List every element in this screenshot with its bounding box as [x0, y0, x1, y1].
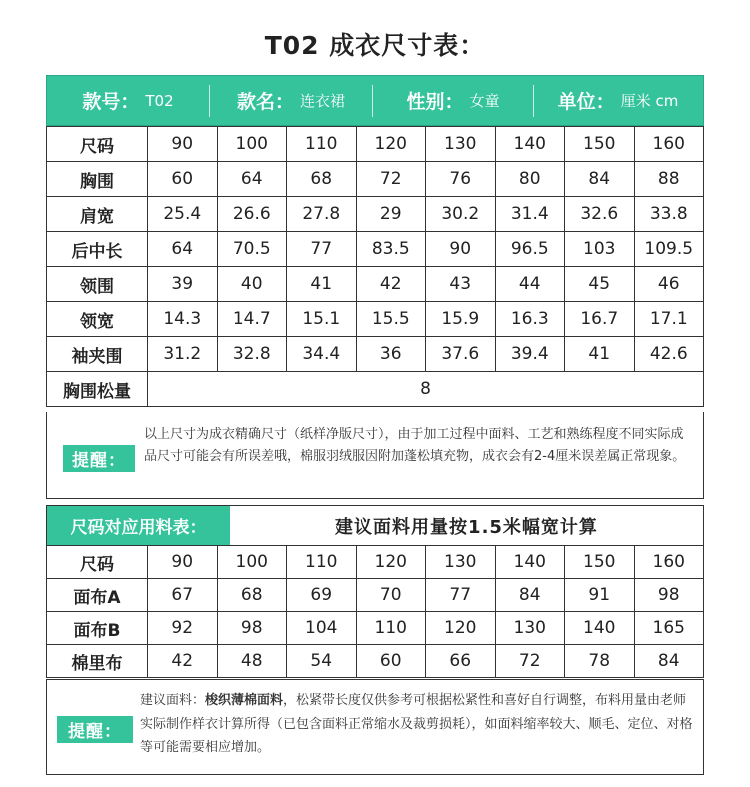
header-value: T02	[145, 91, 174, 110]
table-cell: 96.5	[495, 232, 565, 267]
header-value: 女童	[469, 92, 500, 110]
fabric-section-label: 尺码对应用料表：	[47, 506, 230, 545]
table-cell: 69	[287, 579, 357, 612]
table-row	[47, 337, 704, 372]
ease-value: 8	[148, 372, 704, 407]
fabric-reminder-rest: ，松紧带长度仅供参考可根据松紧性和喜好自行调整，布料用量由老师实际制作样衣计算所得（已包含面料正常缩水及裁剪损耗），如面料缩率较大、顺毛、定位、对格等可能需要相应增加。	[140, 693, 693, 755]
table-cell: 140	[495, 546, 565, 579]
row-label: 面布B	[47, 612, 148, 645]
table-cell: 130	[426, 546, 496, 579]
table-cell: 42.6	[634, 337, 704, 372]
table-cell: 64	[148, 232, 218, 267]
header-key: 款号：	[82, 91, 140, 113]
table-row	[47, 127, 704, 162]
table-cell: 72	[495, 645, 565, 678]
table-cell: 15.9	[426, 302, 496, 337]
table-cell: 110	[287, 546, 357, 579]
product-header-bar	[46, 75, 704, 126]
table-cell: 40	[217, 267, 287, 302]
table-row	[47, 579, 704, 612]
table-cell: 90	[148, 127, 218, 162]
table-cell: 25.4	[148, 197, 218, 232]
table-cell: 15.1	[287, 302, 357, 337]
table-cell: 109.5	[634, 232, 704, 267]
table-row	[47, 302, 704, 337]
table-cell: 76	[426, 162, 496, 197]
table-cell: 78	[565, 645, 635, 678]
table-cell: 92	[148, 612, 218, 645]
table-cell: 30.2	[426, 197, 496, 232]
table-cell: 32.8	[217, 337, 287, 372]
table-cell: 68	[217, 579, 287, 612]
header-style-name	[210, 76, 372, 125]
table-cell: 14.7	[217, 302, 287, 337]
table-cell: 66	[426, 645, 496, 678]
table-row	[47, 546, 704, 579]
table-cell: 41	[565, 337, 635, 372]
table-cell: 140	[495, 127, 565, 162]
table-cell: 88	[634, 162, 704, 197]
table-row	[47, 162, 704, 197]
table-cell: 54	[287, 645, 357, 678]
table-cell: 120	[356, 546, 426, 579]
header-gender	[373, 76, 533, 125]
table-cell: 29	[356, 197, 426, 232]
table-cell: 83.5	[356, 232, 426, 267]
header-key: 款名：	[236, 91, 294, 113]
row-label: 面布A	[47, 579, 148, 612]
table-cell: 91	[565, 579, 635, 612]
table-cell: 43	[426, 267, 496, 302]
row-label: 尺码	[47, 546, 148, 579]
table-cell: 104	[287, 612, 357, 645]
table-cell: 41	[287, 267, 357, 302]
size-table-wrap	[46, 126, 704, 407]
fabric-reminder-emphasis: 梭织薄棉面料	[205, 693, 284, 708]
row-label: 领围	[47, 267, 148, 302]
table-cell: 26.6	[217, 197, 287, 232]
table-cell: 39.4	[495, 337, 565, 372]
table-cell: 84	[634, 645, 704, 678]
fabric-reminder-box	[46, 679, 704, 775]
table-cell: 60	[356, 645, 426, 678]
row-label: 袖夹围	[47, 337, 148, 372]
fabric-section-title: 建议面料用量按1.5米幅宽计算	[335, 516, 598, 538]
page-title: T02 成衣尺寸表：	[264, 31, 486, 60]
fabric-reminder-text	[140, 689, 698, 760]
table-cell: 100	[217, 127, 287, 162]
table-cell: 16.7	[565, 302, 635, 337]
table-cell: 100	[217, 546, 287, 579]
table-cell: 42	[356, 267, 426, 302]
header-unit	[534, 76, 702, 125]
table-cell: 70	[356, 579, 426, 612]
table-cell: 77	[287, 232, 357, 267]
table-cell: 103	[565, 232, 635, 267]
fabric-reminder-prefix: 建议面料：	[140, 693, 206, 708]
table-cell: 68	[287, 162, 357, 197]
table-cell: 14.3	[148, 302, 218, 337]
table-cell: 80	[495, 162, 565, 197]
table-cell: 160	[634, 127, 704, 162]
fabric-reminder-badge: 提醒：	[57, 716, 133, 743]
table-cell: 67	[148, 579, 218, 612]
header-key: 性别：	[406, 91, 464, 113]
reminder-text: 以上尺寸为成衣精确尺寸（纸样净版尺寸），由于加工过程中面料、工艺和熟练程度不同实际成品尺寸可能会有所误差哦，棉服羽绒服因附加蓬松填充物，成衣会有2-4厘米误差属正常现象。	[144, 427, 686, 464]
table-row	[47, 645, 704, 678]
table-cell: 98	[634, 579, 704, 612]
reminder-box	[46, 412, 704, 499]
row-label: 领宽	[47, 302, 148, 337]
row-label: 肩宽	[47, 197, 148, 232]
reminder-badge: 提醒：	[63, 445, 135, 472]
table-cell: 150	[565, 127, 635, 162]
table-cell: 17.1	[634, 302, 704, 337]
table-cell: 120	[356, 127, 426, 162]
header-value: 厘米 cm	[620, 92, 679, 110]
table-cell: 33.8	[634, 197, 704, 232]
ease-row	[47, 372, 704, 407]
row-label: 棉里布	[47, 645, 148, 678]
table-cell: 90	[426, 232, 496, 267]
row-label: 胸围	[47, 162, 148, 197]
table-cell: 77	[426, 579, 496, 612]
table-cell: 98	[217, 612, 287, 645]
header-key: 单位：	[557, 91, 615, 113]
table-cell: 27.8	[287, 197, 357, 232]
size-table	[46, 126, 704, 407]
table-cell: 46	[634, 267, 704, 302]
table-cell: 60	[148, 162, 218, 197]
table-cell: 32.6	[565, 197, 635, 232]
row-label: 后中长	[47, 232, 148, 267]
table-row	[47, 232, 704, 267]
table-cell: 31.2	[148, 337, 218, 372]
table-cell: 110	[356, 612, 426, 645]
table-row	[47, 267, 704, 302]
table-cell: 15.5	[356, 302, 426, 337]
fabric-section-header	[46, 505, 704, 545]
fabric-table	[46, 545, 704, 678]
ease-label: 胸围松量	[47, 372, 148, 407]
table-cell: 31.4	[495, 197, 565, 232]
table-cell: 90	[148, 546, 218, 579]
table-cell: 16.3	[495, 302, 565, 337]
table-cell: 39	[148, 267, 218, 302]
table-cell: 48	[217, 645, 287, 678]
table-cell: 110	[287, 127, 357, 162]
table-row	[47, 612, 704, 645]
table-cell: 64	[217, 162, 287, 197]
table-cell: 120	[426, 612, 496, 645]
table-cell: 165	[634, 612, 704, 645]
table-cell: 34.4	[287, 337, 357, 372]
table-cell: 72	[356, 162, 426, 197]
table-cell: 37.6	[426, 337, 496, 372]
table-cell: 70.5	[217, 232, 287, 267]
table-cell: 130	[495, 612, 565, 645]
table-cell: 130	[426, 127, 496, 162]
table-cell: 45	[565, 267, 635, 302]
table-row	[47, 197, 704, 232]
row-label: 尺码	[47, 127, 148, 162]
table-cell: 44	[495, 267, 565, 302]
table-cell: 160	[634, 546, 704, 579]
header-style-number	[47, 76, 209, 125]
table-cell: 42	[148, 645, 218, 678]
table-cell: 36	[356, 337, 426, 372]
header-value: 连衣裙	[300, 92, 346, 110]
table-cell: 150	[565, 546, 635, 579]
table-cell: 84	[565, 162, 635, 197]
table-cell: 140	[565, 612, 635, 645]
fabric-table-wrap	[46, 545, 704, 678]
table-cell: 84	[495, 579, 565, 612]
